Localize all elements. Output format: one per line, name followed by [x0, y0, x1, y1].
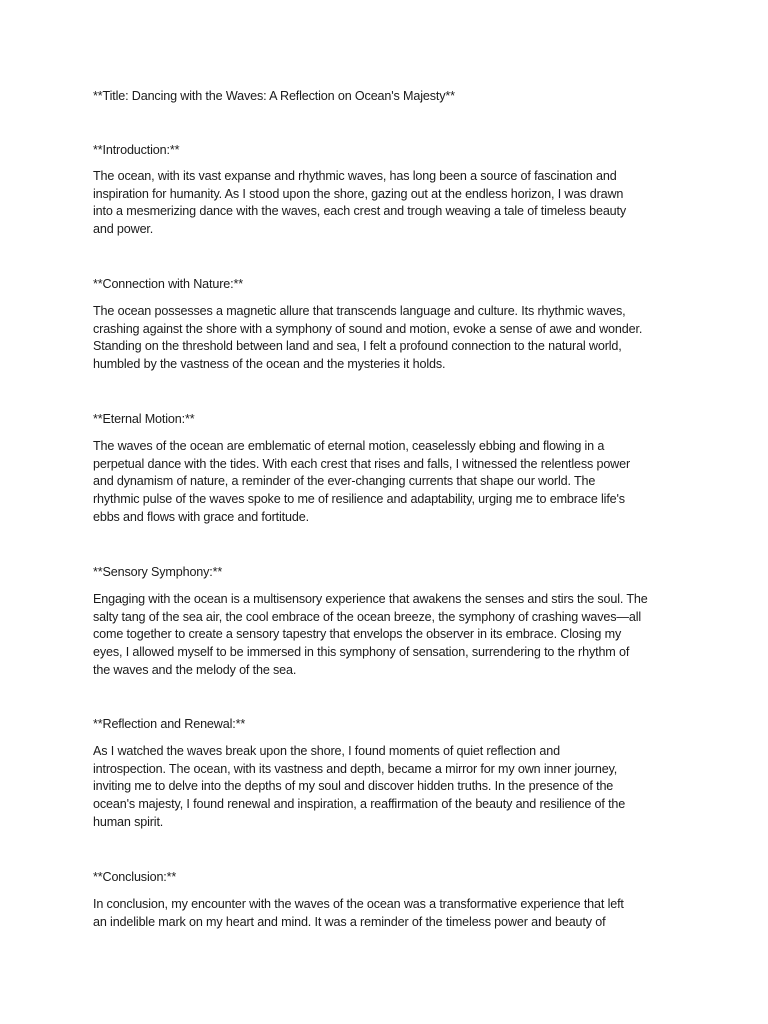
section-body-introduction: The ocean, with its vast expanse and rhythmic waves, has long been a source of fascination and inspiration for humanity. As I stood upon the shore, gazing out at the endless horizon, I was drawn into a mesmerizing dance with the waves, each crest and trough weaving a tale of timeless beauty and power.: [93, 169, 627, 237]
section-heading-eternal-motion: **Eternal Motion:**: [93, 412, 195, 426]
section-heading-introduction: **Introduction:**: [93, 143, 180, 157]
section-heading-connection-with-nature: **Connection with Nature:**: [93, 277, 243, 291]
section-body-conclusion: In conclusion, my encounter with the waves of the ocean was a transformative experience that left an indelible mark on my heart and mind. It was a reminder of the timeless power and beauty of: [93, 897, 624, 929]
section-heading-reflection-and-renewal: **Reflection and Renewal:**: [93, 717, 246, 731]
section-body-eternal-motion: The waves of the ocean are emblematic of eternal motion, ceaselessly ebbing and flowing in a perpetual dance with the tides. With each crest that rises and falls, I witnessed the relentless power and dynamism of nature, a reminder of the ever-changing currents that shape our world. The rhythmic pulse of the waves spoke to me of resilience and adaptability, urging me to embrace life's ebbs and flows with grace and fortitude.: [93, 439, 631, 524]
section-heading-conclusion: **Conclusion:**: [93, 870, 177, 884]
document-title: **Title: Dancing with the Waves: A Reflection on Ocean's Majesty**: [93, 89, 455, 103]
section-body-connection-with-nature: The ocean possesses a magnetic allure that transcends language and culture. Its rhythmic waves, crashing against the shore with a symphony of sound and motion, evoke a sense of awe and wonder. Standing on the threshold between land and sea, I felt a profound connection to the natural world, humbled by the vastness of the ocean and the mysteries it holds.: [93, 304, 643, 372]
section-heading-sensory-symphony: **Sensory Symphony:**: [93, 565, 223, 579]
section-body-sensory-symphony: Engaging with the ocean is a multisensory experience that awakens the senses and stirs the soul. The salty tang of the sea air, the cool embrace of the ocean breeze, the symphony of crashing waves—all come together to create a sensory tapestry that envelops the observer in its embrace. Closing my eyes, I allowed myself to be immersed in this symphony of sensation, surrendering to the rhythm of the waves and the melody of the sea.: [93, 592, 648, 677]
section-body-reflection-and-renewal: As I watched the waves break upon the shore, I found moments of quiet reflection and introspection. The ocean, with its vastness and depth, became a mirror for my own inner journey, inviting me to delve into the depths of my soul and discover hidden truths. In the presence of the ocean's majesty, I found renewal and inspiration, a reaffirmation of the beauty and resilience of the human spirit.: [93, 744, 626, 829]
